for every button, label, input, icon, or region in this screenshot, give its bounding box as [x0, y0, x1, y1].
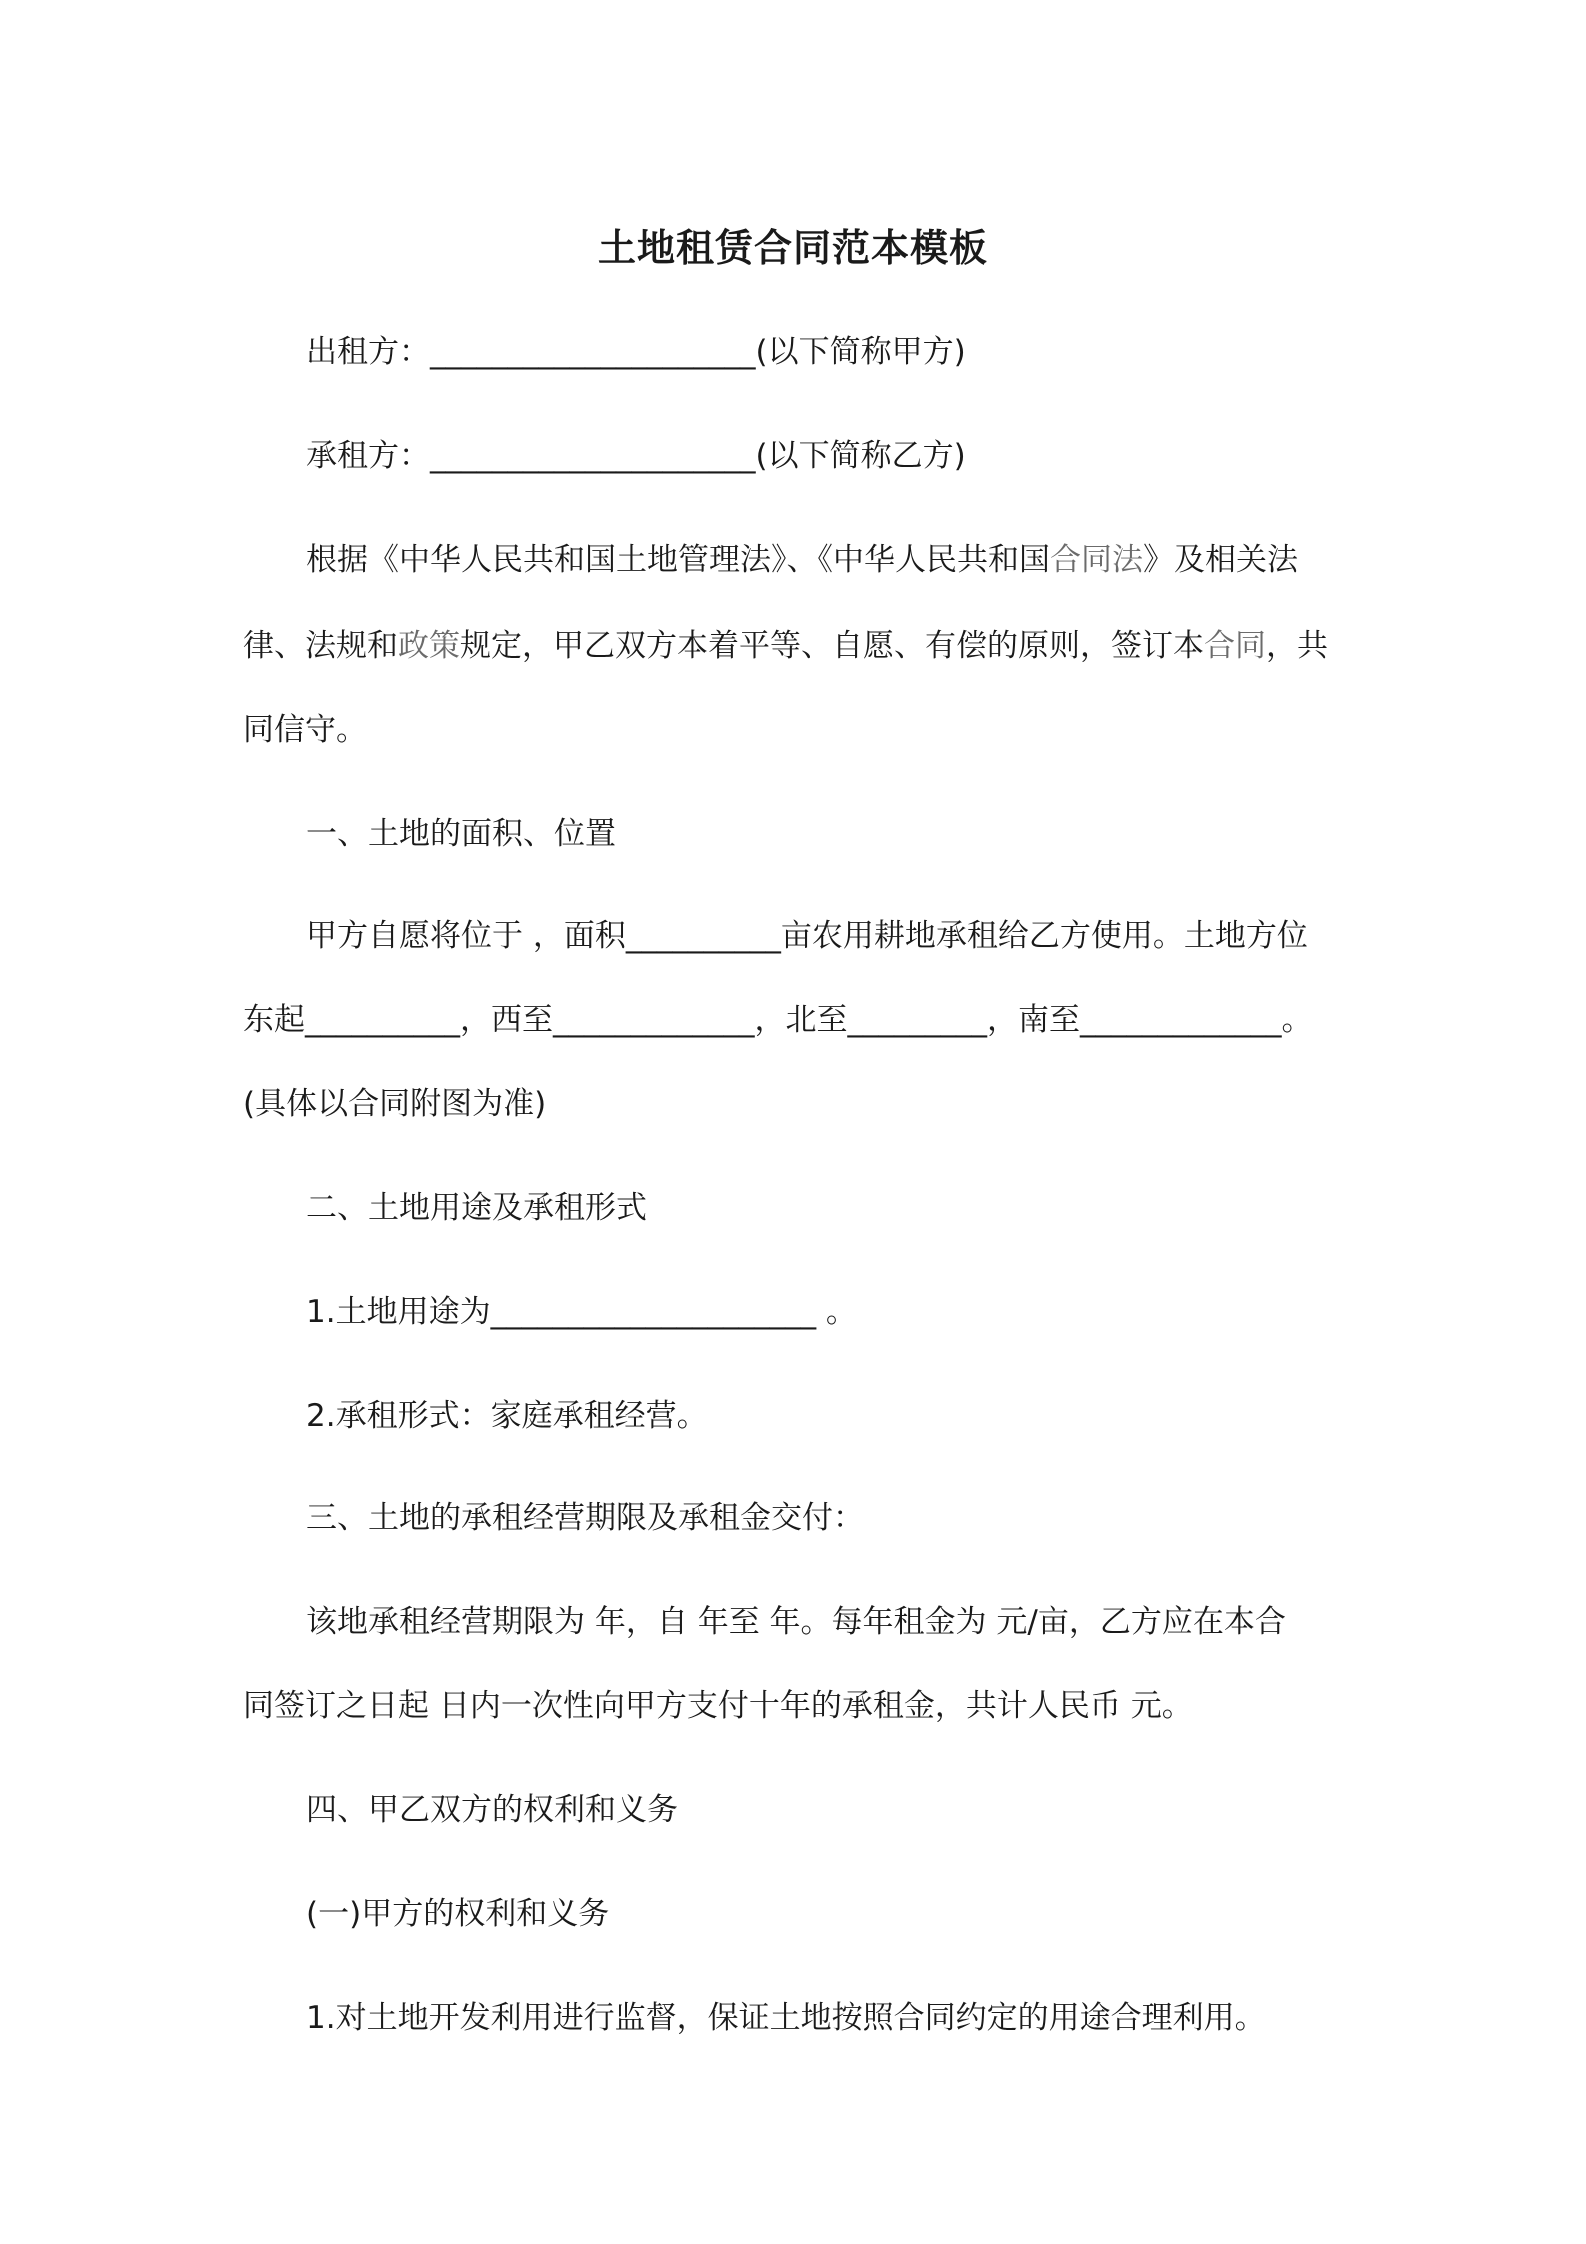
preamble-text: 律、法规和: [243, 628, 398, 664]
section3-line-1: 该地承租经营期限为 年，自 年至 年。每年租金为 元/亩，乙方应在本合: [306, 1604, 1286, 1640]
preamble-line-2: [0, 620, 1586, 672]
lessee-line: [0, 430, 1586, 482]
section1-line-3: (具体以合同附图为准): [243, 1086, 547, 1122]
lessor-line: [0, 326, 1586, 378]
section2-heading: 二、土地用途及承租形式: [306, 1190, 647, 1226]
preamble-text: 规定，甲乙双方本着平等、自愿、有偿的原则，签订本: [460, 628, 1204, 664]
preamble-text: 》及相关法: [1143, 542, 1298, 578]
document-title: 土地租赁合同范本模板: [597, 226, 988, 270]
section1-line-1: 甲方自愿将位于 ，面积__________亩农用耕地承租给乙方使用。土地方位: [306, 918, 1308, 954]
section4-item-1: 1.对土地开发利用进行监督，保证土地按照合同约定的用途合理利用。: [306, 2000, 1266, 2036]
lessee-note: (以下简称乙方): [755, 438, 966, 474]
section2-item-2: 2.承租形式：家庭承租经营。: [306, 1398, 708, 1434]
section3-line-2: 同签订之日起 日内一次性向甲方支付十年的承租金，共计人民币 元。: [243, 1688, 1193, 1724]
section2-item-1: 1.土地用途为_____________________ 。: [306, 1294, 857, 1330]
policy-link: 政策: [398, 628, 460, 664]
preamble-line-3: 同信守。: [243, 712, 367, 748]
section1-heading: 一、土地的面积、位置: [306, 816, 616, 852]
section3-heading: 三、土地的承租经营期限及承租金交付：: [306, 1500, 864, 1536]
section4-heading: 四、甲乙双方的权利和义务: [306, 1792, 678, 1828]
preamble-text: ，共: [1266, 628, 1328, 664]
lessor-label: 出租方：: [306, 334, 430, 370]
contract-law-link: 合同法: [1050, 542, 1143, 578]
lessor-blank: _____________________: [430, 334, 756, 370]
preamble-line-1: [0, 534, 1586, 586]
section4-sub-heading: (一)甲方的权利和义务: [306, 1896, 610, 1932]
lessee-label: 承租方：: [306, 438, 430, 474]
contract-link: 合同: [1204, 628, 1266, 664]
lessee-blank: _____________________: [430, 438, 756, 474]
section1-line-2: 东起__________，西至_____________，北至_________，南至_____________。: [243, 1002, 1313, 1038]
lessor-note: (以下简称甲方): [755, 334, 966, 370]
preamble-text: 根据《中华人民共和国土地管理法》、《中华人民共和国: [306, 542, 1050, 578]
